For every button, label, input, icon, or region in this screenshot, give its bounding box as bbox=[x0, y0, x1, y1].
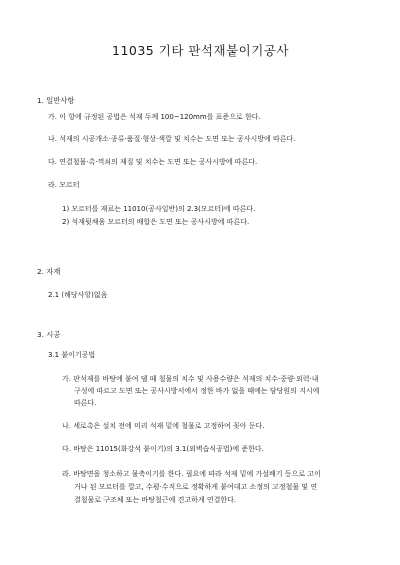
section-1-item-da: 다. 연결철물·촉·꺽쇠의 재질 및 치수는 도면 또는 공사시방에 따른다. bbox=[48, 158, 258, 166]
section-2-item: 2.1 (해당사항)없음 bbox=[48, 291, 108, 299]
section-3-item-da: 다. 바탕은 11015(화강석 붙이기)의 3.1(외벽습식공법)에 준한다. bbox=[62, 445, 264, 453]
section-3-item-ra-line3: 결철물로 구조체 또는 바탕철근에 견고하게 연결한다. bbox=[74, 496, 237, 504]
section-3-subheading: 3.1 붙이기공법 bbox=[48, 351, 96, 359]
section-1-item-ga: 가. 이 항에 규정된 공법은 석재 두께 100~120mm를 표준으로 한다. bbox=[48, 113, 261, 121]
section-1-item-ra: 라. 모르터 bbox=[48, 181, 80, 189]
section-3-item-ra-line1: 라. 바탕면을 청소하고 물축이기를 한다. 필요에 따라 석재 밑에 가설배기 등으로 고이 bbox=[62, 470, 321, 478]
section-3-item-ga-line2: 구성에 따르고 도면 또는 공사시방서에서 정한 바가 없을 때에는 담당원의 지시에 bbox=[74, 387, 320, 395]
section-2-heading: 2. 자재 bbox=[37, 267, 61, 276]
section-1-heading: 1. 일반사항 bbox=[37, 96, 75, 105]
mortar-subitem-2: 2) 석재뒷채움 모르터의 배합은 도면 또는 공사시방에 따른다. bbox=[62, 218, 250, 226]
mortar-subitem-1: 1) 모르터를 재료는 11010(공사일반)의 2.3(모르터)에 따른다. bbox=[62, 205, 256, 213]
section-3-item-na: 나. 세로촉은 설치 전에 미리 석재 밑에 철물로 고정하여 꽂아 둔다. bbox=[62, 422, 265, 430]
section-1-item-na: 나. 석재의 시공개소·종류·품질·형상·색깔 및 치수는 도면 또는 공사시방에 따른다. bbox=[48, 135, 296, 143]
section-3-item-ga-line1: 가. 판석재를 바탕에 붙여 댈 때 철물의 치수 및 사용수량은 석재의 치수·중량·외력·내 bbox=[62, 375, 319, 383]
section-3-item-ga-line3: 따른다. bbox=[74, 399, 97, 407]
section-3-item-ra-line2: 거나 된 모르터를 깔고, 수평·수직으로 정확하게 붙여대고 소정의 고정철물 및 연 bbox=[74, 483, 318, 491]
document-title: 11035 기타 판석재붙이기공사 bbox=[112, 43, 289, 58]
section-3-heading: 3. 시공 bbox=[37, 330, 61, 339]
